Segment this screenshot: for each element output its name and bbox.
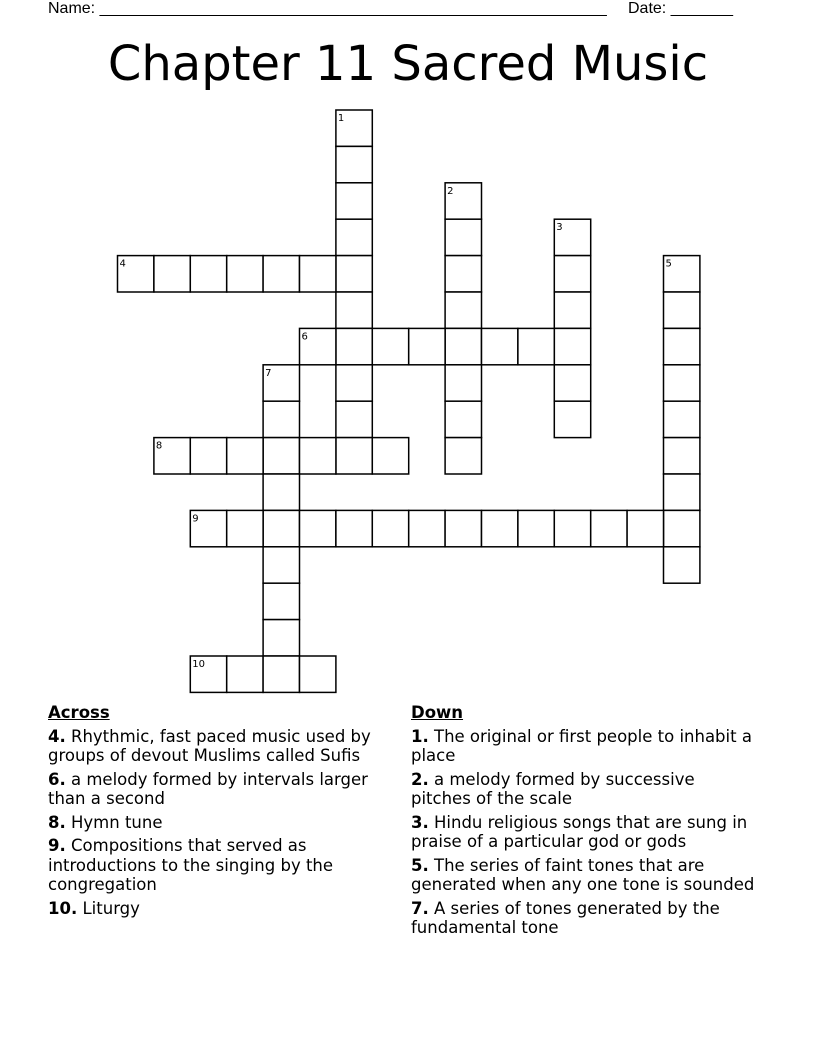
clue-text: The original or first people to inhabit a place <box>411 726 752 765</box>
clue-number: 4. <box>48 726 66 746</box>
grid-cell[interactable] <box>227 510 263 546</box>
clue-text: A series of tones generated by the fundamental tone <box>411 898 720 937</box>
date-field[interactable]: Date: _______ <box>628 0 733 17</box>
grid-cell[interactable] <box>664 401 700 437</box>
cell-number: 9 <box>192 513 199 525</box>
grid-cell[interactable] <box>336 219 372 255</box>
grid-cell[interactable] <box>336 401 372 437</box>
grid-cell[interactable] <box>554 365 590 401</box>
across-clue-8 <box>48 813 378 833</box>
grid-cell[interactable] <box>664 328 700 364</box>
cell-number: 6 <box>301 331 308 343</box>
clue-number: 10. <box>48 898 78 918</box>
grid-cell[interactable] <box>482 328 518 364</box>
clue-number: 5. <box>411 855 429 875</box>
across-clue-6 <box>48 770 378 809</box>
grid-cell[interactable] <box>263 656 299 692</box>
clue-text: Compositions that served as introductions to the singing by the congregation <box>48 836 334 894</box>
grid-cell[interactable] <box>263 547 299 583</box>
clue-text: Rhythmic, fast paced music used by groups of devout Muslims called Sufis <box>48 726 371 765</box>
grid-cell[interactable] <box>372 328 408 364</box>
clue-number: 6. <box>48 769 66 789</box>
grid-cell[interactable] <box>554 256 590 292</box>
cell-number: 7 <box>265 367 272 379</box>
across-clues <box>48 703 378 922</box>
grid-cell[interactable] <box>445 510 481 546</box>
grid-cell[interactable] <box>336 328 372 364</box>
grid-cell[interactable] <box>154 256 190 292</box>
grid-cell[interactable] <box>300 438 336 474</box>
grid-cell[interactable] <box>263 510 299 546</box>
cell-number: 2 <box>447 185 454 197</box>
down-clue-1 <box>411 727 756 766</box>
grid-cell[interactable] <box>664 365 700 401</box>
grid-cell[interactable] <box>664 474 700 510</box>
grid-cell[interactable] <box>554 328 590 364</box>
cell-number: 4 <box>119 258 126 270</box>
grid-cell[interactable] <box>190 256 226 292</box>
grid-cell[interactable] <box>300 510 336 546</box>
clue-number: 2. <box>411 769 429 789</box>
clue-number: 3. <box>411 812 429 832</box>
grid-cell[interactable] <box>445 401 481 437</box>
grid-cell[interactable] <box>227 656 263 692</box>
clue-text: The series of faint tones that are generated when any one tone is sounded <box>411 855 755 894</box>
grid-cell[interactable] <box>664 547 700 583</box>
grid-cell[interactable] <box>372 510 408 546</box>
clue-number: 7. <box>411 898 429 918</box>
grid-cell[interactable] <box>445 328 481 364</box>
cell-number: 10 <box>192 659 206 670</box>
grid-cell[interactable] <box>554 401 590 437</box>
grid-cell[interactable] <box>300 256 336 292</box>
clue-text: Hindu religious songs that are sung in praise of a particular god or gods <box>411 812 748 851</box>
across-clue-9 <box>48 836 378 895</box>
clue-text: Liturgy <box>82 898 140 918</box>
clue-number: 1. <box>411 726 429 746</box>
clue-number: 9. <box>48 836 66 855</box>
grid-cell[interactable] <box>482 510 518 546</box>
grid-cell[interactable] <box>518 328 554 364</box>
grid-cell[interactable] <box>190 438 226 474</box>
clue-number: 8. <box>48 812 66 832</box>
down-heading: Down <box>411 703 464 722</box>
cell-number: 1 <box>337 113 345 124</box>
grid-cell[interactable] <box>300 656 336 692</box>
grid-cell[interactable] <box>336 146 372 182</box>
grid-cell[interactable] <box>554 510 590 546</box>
grid-cell[interactable] <box>664 438 700 474</box>
grid-cell[interactable] <box>227 256 263 292</box>
grid-cell[interactable] <box>627 510 663 546</box>
down-clue-3 <box>411 813 756 852</box>
down-clues <box>411 703 756 942</box>
grid-cell[interactable] <box>263 256 299 292</box>
grid-cell[interactable] <box>445 365 481 401</box>
grid-cell[interactable] <box>409 510 445 546</box>
grid-cell[interactable] <box>336 510 372 546</box>
grid-cell[interactable] <box>445 438 481 474</box>
grid-cell[interactable] <box>263 438 299 474</box>
page-title: Chapter 11 Sacred Music <box>107 36 709 92</box>
grid-cell[interactable] <box>336 438 372 474</box>
grid-cell[interactable] <box>591 510 627 546</box>
grid-cell[interactable] <box>336 365 372 401</box>
cell-number: 8 <box>155 440 163 452</box>
grid-cell[interactable] <box>227 438 263 474</box>
clue-text: a melody formed by intervals larger than a second <box>48 769 368 808</box>
cell-number: 5 <box>665 258 672 270</box>
down-clue-2 <box>411 770 756 809</box>
grid-cell[interactable] <box>263 583 299 619</box>
grid-cell[interactable] <box>409 328 445 364</box>
grid-cell[interactable] <box>263 620 299 656</box>
grid-cell[interactable] <box>445 256 481 292</box>
grid-cell[interactable] <box>336 183 372 219</box>
down-clue-5 <box>411 856 756 895</box>
grid-cell[interactable] <box>263 474 299 510</box>
grid-cell[interactable] <box>664 292 700 328</box>
name-field[interactable]: Name: _________________________________________________________ <box>48 0 607 17</box>
grid-cell[interactable] <box>336 292 372 328</box>
cell-number: 3 <box>556 222 563 234</box>
clue-text: a melody formed by successive pitches of the scale <box>411 769 695 808</box>
across-clue-10 <box>48 899 378 919</box>
grid-cell[interactable] <box>664 510 700 546</box>
grid-cell[interactable] <box>554 292 590 328</box>
clue-text: Hymn tune <box>71 812 163 832</box>
grid-cell[interactable] <box>263 401 299 437</box>
across-clue-4 <box>48 727 378 766</box>
grid-cell[interactable] <box>336 256 372 292</box>
grid-cell[interactable] <box>445 292 481 328</box>
grid-cell[interactable] <box>518 510 554 546</box>
down-clue-7 <box>411 899 756 938</box>
across-heading: Across <box>48 703 110 722</box>
grid-cell[interactable] <box>372 438 408 474</box>
grid-cell[interactable] <box>445 219 481 255</box>
